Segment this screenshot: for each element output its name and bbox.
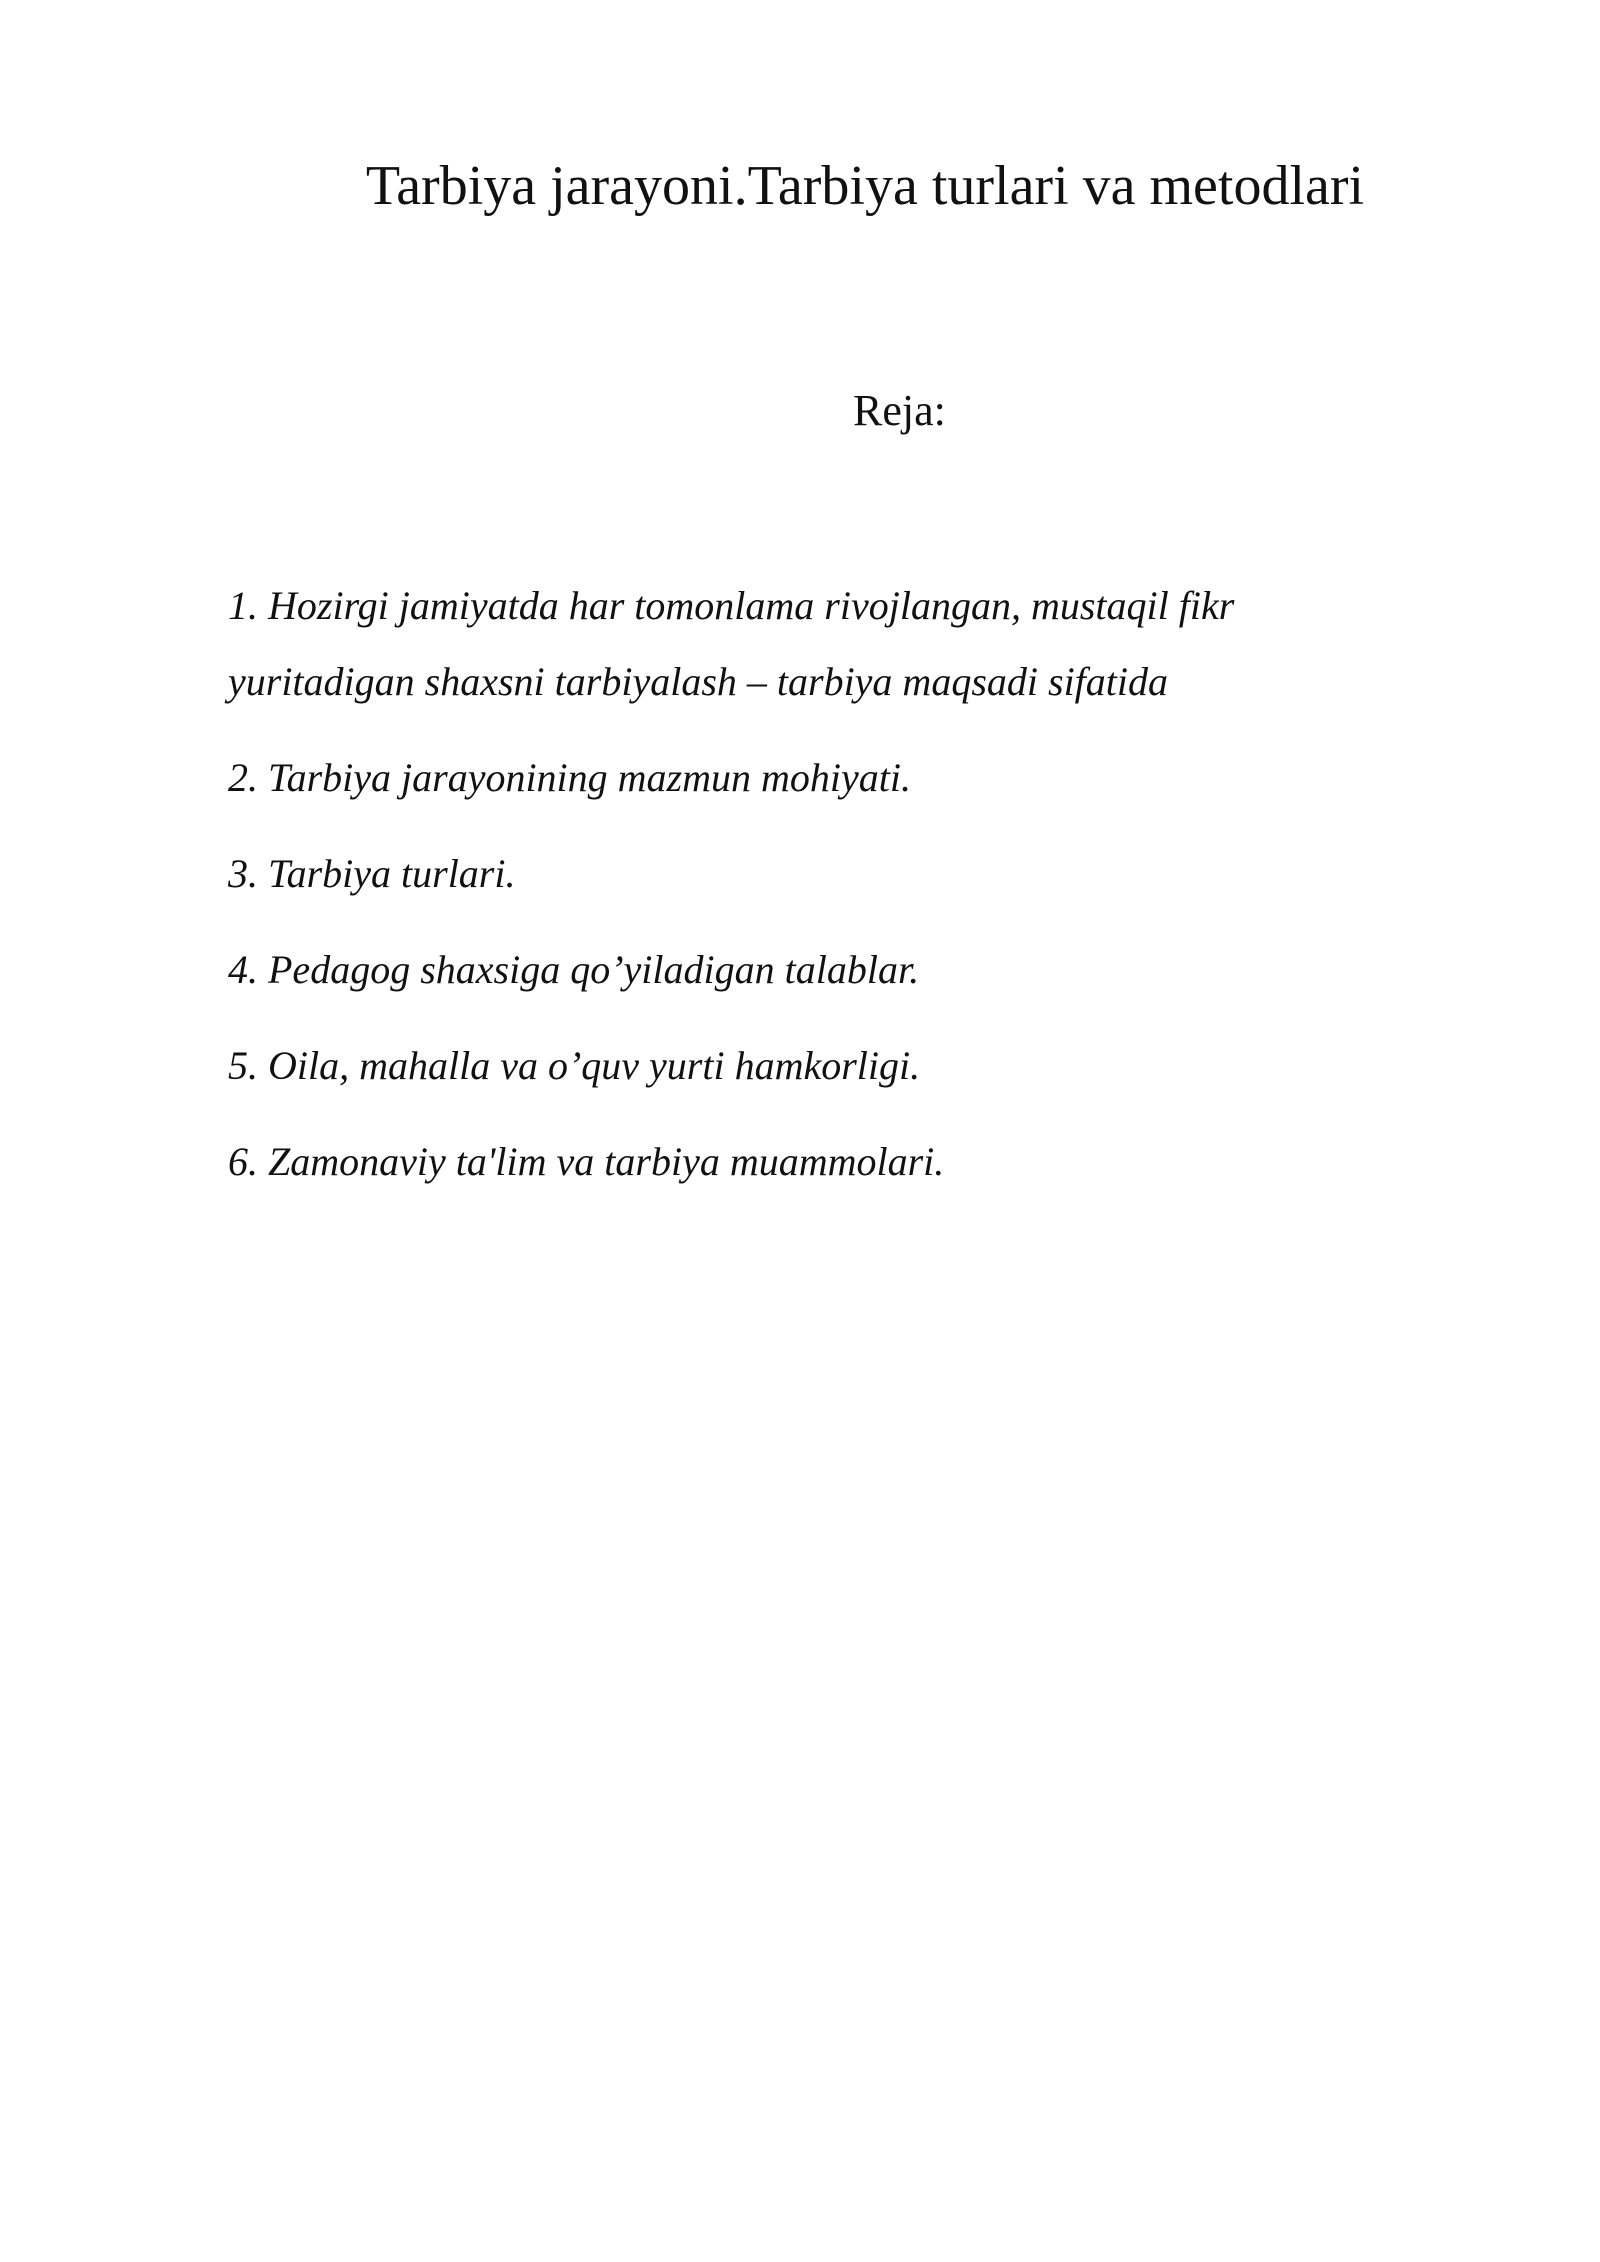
document-title: Tarbiya jarayoni.Tarbiya turlari va metodlari xyxy=(365,155,1365,217)
plan-item-2: 2. Tarbiya jarayonining mazmun mohiyati. xyxy=(228,755,911,800)
plan-heading: Reja: xyxy=(853,386,946,435)
plan-item-6: 6. Zamonaviy ta'lim va tarbiya muammolari. xyxy=(228,1139,945,1184)
plan-item-4: 4. Pedagog shaxsiga qo’yiladigan talablar. xyxy=(228,947,920,992)
plan-list xyxy=(228,568,1428,1200)
plan-item-3: 3. Tarbiya turlari. xyxy=(228,851,516,896)
plan-item-1: 1. Hozirgi jamiyatda har tomonlama rivojlangan, mustaqil fikr yuritadigan shaxsni tarbiyalash – tarbiya maqsadi sifatida xyxy=(228,583,1235,704)
plan-item-5: 5. Oila, mahalla va o’quv yurti hamkorligi. xyxy=(228,1043,921,1088)
